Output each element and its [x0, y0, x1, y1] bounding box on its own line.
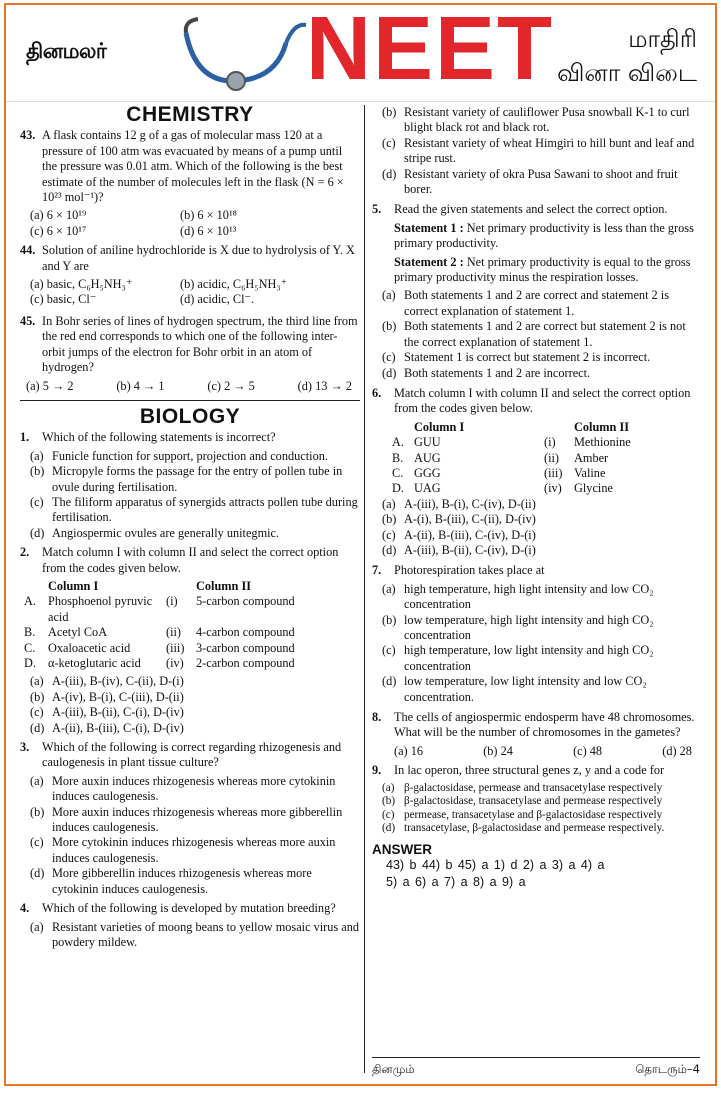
- footer-left: தினமும்: [372, 1062, 415, 1076]
- question-44: 44. Solution of aniline hydrochloride is X due to hydrolysis of Y. X and Y are: [20, 243, 355, 273]
- question-8-options: (a) 16 (b) 24 (c) 48 (d) 28: [394, 743, 692, 758]
- stethoscope-icon: [176, 13, 316, 97]
- question-2-options: (a) A-(iii), B-(iv), C-(ii), D-(i) (b) A-(iv), B-(i), C-(iii), D-(ii) (c) A-(iii), B-(ii), C-(i), D-(iv) (d) A-(ii), B-(iii), C-(i), D-(iv): [30, 674, 184, 735]
- question-7: 7. Photorespiration takes place at: [372, 563, 545, 578]
- page: [4, 3, 717, 1086]
- dinamalar-logo: தினமலர்: [26, 39, 107, 63]
- tagline-qa: வினா விடை: [557, 59, 697, 87]
- question-4: 4. Which of the following is developed by mutation breeding?: [20, 901, 336, 916]
- biology-heading: BIOLOGY: [139, 404, 241, 428]
- question-45: 45. In Bohr series of lines of hydrogen spectrum, the third line from the red end corresponds to which one of the following inter-orbit jumps of the electron for Bohr orbit in an atom of hydrogen?: [20, 313, 358, 375]
- masthead: [6, 5, 715, 102]
- question-5-options: (a) Both statements 1 and 2 are correct and statement 2 is correct explanation of statement 1. (b) Both statements 1 and 2 are correct but statement 2 is not the correct explanation of statement 1. (c) Statement 1 is correct but statement 2 is incorrect. (d) Both statements 1 and 2 are incorrect.: [382, 288, 686, 380]
- right-column: [372, 105, 700, 891]
- question-6-options: (a) A-(iii), B-(i), C-(iv), D-(ii) (b) A-(i), B-(iii), C-(ii), D-(iv) (c) A-(ii), B-(iii), C-(iv), D-(i) (d) A-(iii), B-(ii), C-(iv), D-(i): [382, 496, 536, 557]
- statement-2: Statement 2 : Net primary productivity is equal to the gross primary productivity minus the respiration losses.: [394, 254, 691, 285]
- question-1: 1. Which of the following statements is incorrect?: [20, 430, 276, 445]
- question-8: 8. The cells of angiospermic endosperm have 48 chromosomes. What will be the number of chromosomes in the gametes?: [372, 710, 695, 740]
- question-45-options: (a) 5 → 2 (b) 4 → 1 (c) 2 → 5 (d) 13 → 2: [26, 378, 352, 393]
- answer-line-1: 43) b 44) b 45) a 1) d 2) a 3) a 4) a: [386, 858, 605, 873]
- question-1-options: (a) Funicle function for support, projection and conduction. (b) Micropyle forms the passage for the entry of pollen tube in ovule during fertilisation. (c) The filiform apparatus of synergids attracts pollen tube during fertilisation. (d) Angiospermic ovules are generally unitegmic.: [30, 448, 358, 540]
- tagline-model: மாதிரி: [628, 25, 697, 53]
- question-2-match-table: Column I Column II A. Phosphoenol pyruvic acid (i) 5-carbon compound B. Acetyl CoA (ii) 4-carbon compound C. Oxaloacetic acid (iii) 3-carbon compound D. α-ketoglutaric acid (iv) 2-carbon compound: [24, 578, 295, 670]
- question-43: 43. A flask contains 12 g of a gas of molecular mass 120 at a pressure of 100 atm was evacuated by means of a pump until the pressure was 0.01 atm. Which of the following is the best estimate of the number of molecules left in the flask (N = 6 × 10²³ mol⁻¹)?: [20, 128, 344, 205]
- left-column: [20, 105, 360, 950]
- neet-banner: NEET: [306, 3, 555, 99]
- question-3: 3. Which of the following is correct regarding rhizogenesis and caulogenesis in plant tissue culture?: [20, 740, 342, 770]
- page-footer: [372, 1057, 700, 1078]
- question-43-options: (a) 6 × 10¹⁹ (b) 6 × 10¹⁸ (c) 6 × 10¹⁷ (d) 6 × 10¹³: [30, 208, 237, 238]
- question-44-options: (a) basic, C₆H₅NH₃⁺ (b) acidic, C₆H₅NH₃⁺ (c) basic, Cl⁻ (d) acidic, Cl⁻.: [30, 277, 288, 307]
- question-6-match-table: Column I Column II A. GUU (i) Methionine B. AUG (ii) Amber C. GGG (iii) Valine D. UAG (iv) Glycine: [392, 419, 631, 496]
- question-4-options-part1: (a) Resistant varieties of moong beans to yellow mosaic virus and powdery mildew.: [30, 919, 360, 949]
- question-4-options-part2: (b) Resistant variety of cauliflower Pusa snowball K-1 to curl blight black rot and black rot. (c) Resistant variety of wheat Himgiri to hill bunt and leaf and stripe rust. (d) Resistant variety of okra Pusa Sawani to shoot and fruit borer.: [382, 105, 695, 197]
- section-rule: [20, 400, 360, 401]
- question-9: 9. In lac operon, three structural genes z, y and a code for: [372, 763, 665, 778]
- column-divider: [364, 105, 365, 1073]
- statement-1: Statement 1 : Net primary productivity is less than the gross primary productivity.: [394, 220, 694, 251]
- question-6: 6. Match column I with column II and select the correct option from the codes given below.: [372, 385, 691, 416]
- question-5: 5. Read the given statements and select the correct option.: [372, 202, 668, 217]
- footer-continued: தொடரும்–4: [635, 1062, 700, 1076]
- answer-line-2: 5) a 6) a 7) a 8) a 9) a: [386, 875, 526, 890]
- question-7-options: (a) high temperature, high light intensity and low CO₂ concentration (b) low temperature, high light intensity and high CO₂ concentration (c) high temperature, low light intensity and high CO₂ concentration (d) low temperature, low light intensity and low CO₂ concentration.: [382, 581, 654, 704]
- answer-heading: ANSWER: [372, 842, 432, 858]
- question-9-options: (a) β-galactosidase, permease and transacetylase respectively (b) β-galactosidase, transacetylase and permease respectively (c) permease, transacetylase and β-galactosidase respectively (d) transacetylase, β-galactosidase and permease respectively.: [382, 781, 665, 835]
- chemistry-heading: CHEMISTRY: [126, 103, 254, 126]
- question-3-options: (a) More auxin induces rhizogenesis whereas more cytokinin induces caulogenesis. (b) More auxin induces rhizogenesis whereas more gibberellin induces caulogenesis. (c) More cytokinin induces rhizogenesis whereas more auxin induces caulogenesis. (d) More gibberellin induces rhizogenesis whereas more cytokinin induces caulogenesis.: [30, 773, 343, 896]
- question-2: 2. Match column I with column II and select the correct option from the codes given below.: [20, 545, 339, 575]
